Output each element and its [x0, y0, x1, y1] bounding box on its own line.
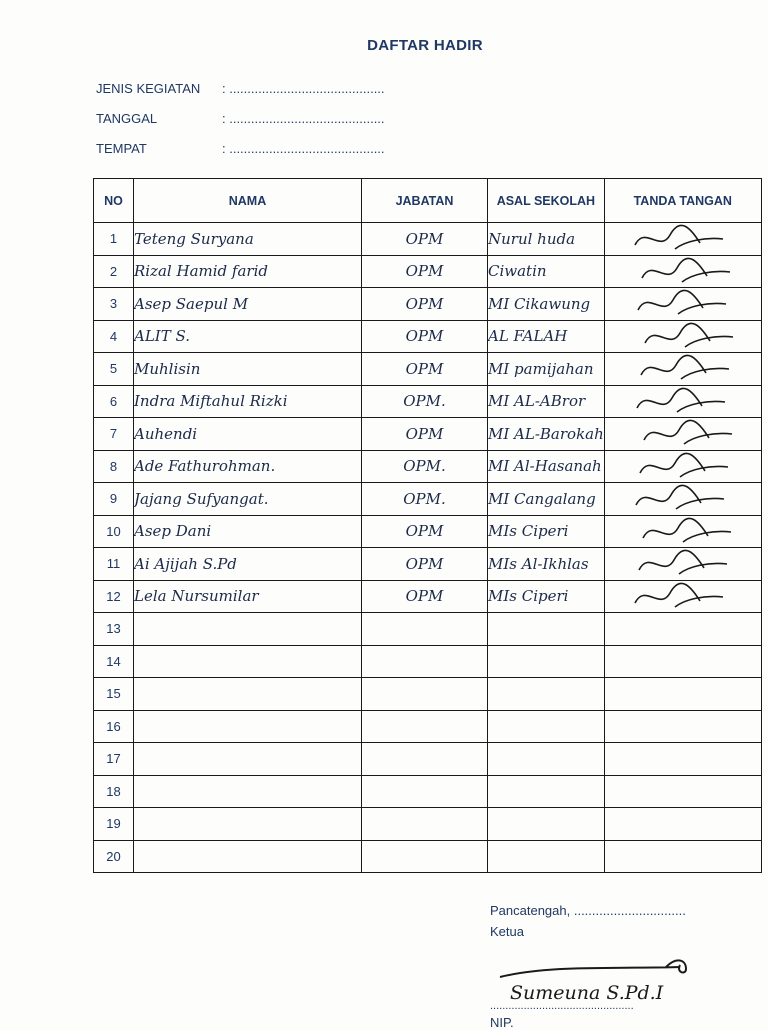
signature-cell	[604, 418, 761, 451]
signature-text: Sumeuna S.Pd.I	[510, 982, 664, 1004]
position-cell	[362, 710, 488, 743]
row-number: 12	[94, 580, 134, 613]
role-label: Ketua	[490, 924, 524, 939]
school-cell	[488, 645, 605, 678]
header-asal-sekolah: ASAL SEKOLAH	[488, 179, 605, 223]
field-value[interactable]: : ...........................................	[222, 111, 385, 126]
table-row	[94, 645, 762, 678]
signature-cell	[604, 840, 761, 873]
table-row	[94, 320, 762, 353]
school-cell	[488, 775, 605, 808]
table-row	[94, 808, 762, 841]
row-number: 7	[94, 418, 134, 451]
school-cell: MI Al-Hasanah	[488, 450, 605, 483]
signature-icon	[605, 321, 760, 352]
school-cell: MI AL-ABror	[488, 385, 605, 418]
school-cell	[488, 743, 605, 776]
page-title: DAFTAR HADIR	[367, 37, 483, 54]
school-cell: AL FALAH	[488, 320, 605, 353]
row-number: 6	[94, 385, 134, 418]
table-row	[94, 223, 762, 256]
table-row	[94, 450, 762, 483]
school-cell: MIs Ciperi	[488, 515, 605, 548]
field-value[interactable]: : ...........................................	[222, 141, 385, 156]
position-cell: OPM.	[362, 483, 488, 516]
signature-icon	[605, 223, 760, 254]
position-cell	[362, 775, 488, 808]
school-cell: Nurul huda	[488, 223, 605, 256]
row-number: 10	[94, 515, 134, 548]
row-number: 3	[94, 288, 134, 321]
field-jenis-kegiatan	[96, 81, 385, 96]
row-number: 8	[94, 450, 134, 483]
name-cell	[134, 710, 362, 743]
signature-icon	[605, 483, 760, 514]
place-date: Pancatengah, ...............................	[490, 903, 686, 918]
field-tanggal	[96, 111, 385, 126]
name-cell: Ade Fathurohman.	[134, 450, 362, 483]
signature-cell	[604, 743, 761, 776]
field-tempat	[96, 141, 385, 156]
school-cell: MI AL-Barokah	[488, 418, 605, 451]
signature-icon	[605, 256, 760, 287]
row-number: 9	[94, 483, 134, 516]
position-cell: OPM	[362, 418, 488, 451]
row-number: 1	[94, 223, 134, 256]
row-number: 17	[94, 743, 134, 776]
table-row	[94, 255, 762, 288]
row-number: 15	[94, 678, 134, 711]
field-label: TEMPAT	[96, 141, 147, 156]
table-row	[94, 385, 762, 418]
name-cell	[134, 775, 362, 808]
signature-cell	[604, 808, 761, 841]
name-cell: Jajang Sufyangat.	[134, 483, 362, 516]
signature-cell	[604, 450, 761, 483]
field-value[interactable]: : ...........................................	[222, 81, 385, 96]
row-number: 20	[94, 840, 134, 873]
name-cell	[134, 808, 362, 841]
attendance-table	[93, 178, 762, 873]
signature-cell	[604, 255, 761, 288]
signature-icon	[605, 451, 760, 482]
name-cell: Ai Ajijah S.Pd	[134, 548, 362, 581]
name-cell: Muhlisin	[134, 353, 362, 386]
name-cell	[134, 645, 362, 678]
name-cell	[134, 743, 362, 776]
school-cell: MIs Ciperi	[488, 580, 605, 613]
row-number: 11	[94, 548, 134, 581]
position-cell	[362, 808, 488, 841]
name-cell: Asep Saepul M	[134, 288, 362, 321]
position-cell: OPM.	[362, 385, 488, 418]
signature-cell	[604, 320, 761, 353]
school-cell: MI Cikawung	[488, 288, 605, 321]
signature-cell	[604, 385, 761, 418]
row-number: 14	[94, 645, 134, 678]
signature-cell	[604, 223, 761, 256]
row-number: 5	[94, 353, 134, 386]
name-cell: Asep Dani	[134, 515, 362, 548]
school-cell: MI pamijahan	[488, 353, 605, 386]
name-cell: Indra Miftahul Rizki	[134, 385, 362, 418]
header-jabatan: JABATAN	[362, 179, 488, 223]
name-cell: Auhendi	[134, 418, 362, 451]
signature-icon	[605, 516, 760, 547]
position-cell: OPM	[362, 515, 488, 548]
signature-icon	[605, 288, 760, 319]
name-cell	[134, 678, 362, 711]
position-cell: OPM	[362, 255, 488, 288]
table-row	[94, 743, 762, 776]
table-row	[94, 353, 762, 386]
field-label: JENIS KEGIATAN	[96, 81, 201, 96]
position-cell: OPM	[362, 223, 488, 256]
signature-cell	[604, 515, 761, 548]
school-cell	[488, 613, 605, 646]
signature-icon	[605, 386, 760, 417]
table-header-row	[94, 179, 762, 223]
position-cell	[362, 840, 488, 873]
row-number: 18	[94, 775, 134, 808]
table-row	[94, 288, 762, 321]
signature-cell	[604, 353, 761, 386]
name-cell: Rizal Hamid farid	[134, 255, 362, 288]
position-cell: OPM	[362, 353, 488, 386]
school-cell: MI Cangalang	[488, 483, 605, 516]
nip-label: NIP.	[490, 1015, 514, 1030]
signature-cell	[604, 645, 761, 678]
table-row	[94, 548, 762, 581]
signature-cell	[604, 775, 761, 808]
table-row	[94, 483, 762, 516]
table-row	[94, 678, 762, 711]
position-cell	[362, 678, 488, 711]
row-number: 13	[94, 613, 134, 646]
position-cell	[362, 613, 488, 646]
position-cell: OPM.	[362, 450, 488, 483]
school-cell	[488, 710, 605, 743]
school-cell: Ciwatin	[488, 255, 605, 288]
signature-cell	[604, 613, 761, 646]
position-cell: OPM	[362, 580, 488, 613]
position-cell	[362, 645, 488, 678]
signature-cell	[604, 288, 761, 321]
signature-cell	[604, 483, 761, 516]
signature-icon	[605, 548, 760, 579]
position-cell: OPM	[362, 548, 488, 581]
school-cell	[488, 678, 605, 711]
table-row	[94, 840, 762, 873]
name-cell	[134, 840, 362, 873]
signature-cell	[604, 678, 761, 711]
name-cell: Lela Nursumilar	[134, 580, 362, 613]
signature-dots: ...............................................	[490, 1000, 634, 1012]
signature-cell	[604, 710, 761, 743]
signature-cell	[604, 580, 761, 613]
signature-icon	[605, 418, 760, 449]
signature-icon	[605, 353, 760, 384]
signature-cell	[604, 548, 761, 581]
row-number: 19	[94, 808, 134, 841]
position-cell: OPM	[362, 320, 488, 353]
name-cell: Teteng Suryana	[134, 223, 362, 256]
name-cell	[134, 613, 362, 646]
school-cell	[488, 808, 605, 841]
row-number: 16	[94, 710, 134, 743]
field-label: TANGGAL	[96, 111, 158, 126]
table-row	[94, 418, 762, 451]
row-number: 4	[94, 320, 134, 353]
table-row	[94, 710, 762, 743]
position-cell: OPM	[362, 288, 488, 321]
table-row	[94, 515, 762, 548]
school-cell: MIs Al-Ikhlas	[488, 548, 605, 581]
name-cell: ALIT S.	[134, 320, 362, 353]
row-number: 2	[94, 255, 134, 288]
table-row	[94, 613, 762, 646]
table-row	[94, 775, 762, 808]
header-no: NO	[94, 179, 134, 223]
header-nama: NAMA	[134, 179, 362, 223]
position-cell	[362, 743, 488, 776]
header-tanda-tangan: TANDA TANGAN	[604, 179, 761, 223]
signature-icon	[605, 581, 760, 612]
school-cell	[488, 840, 605, 873]
table-row	[94, 580, 762, 613]
